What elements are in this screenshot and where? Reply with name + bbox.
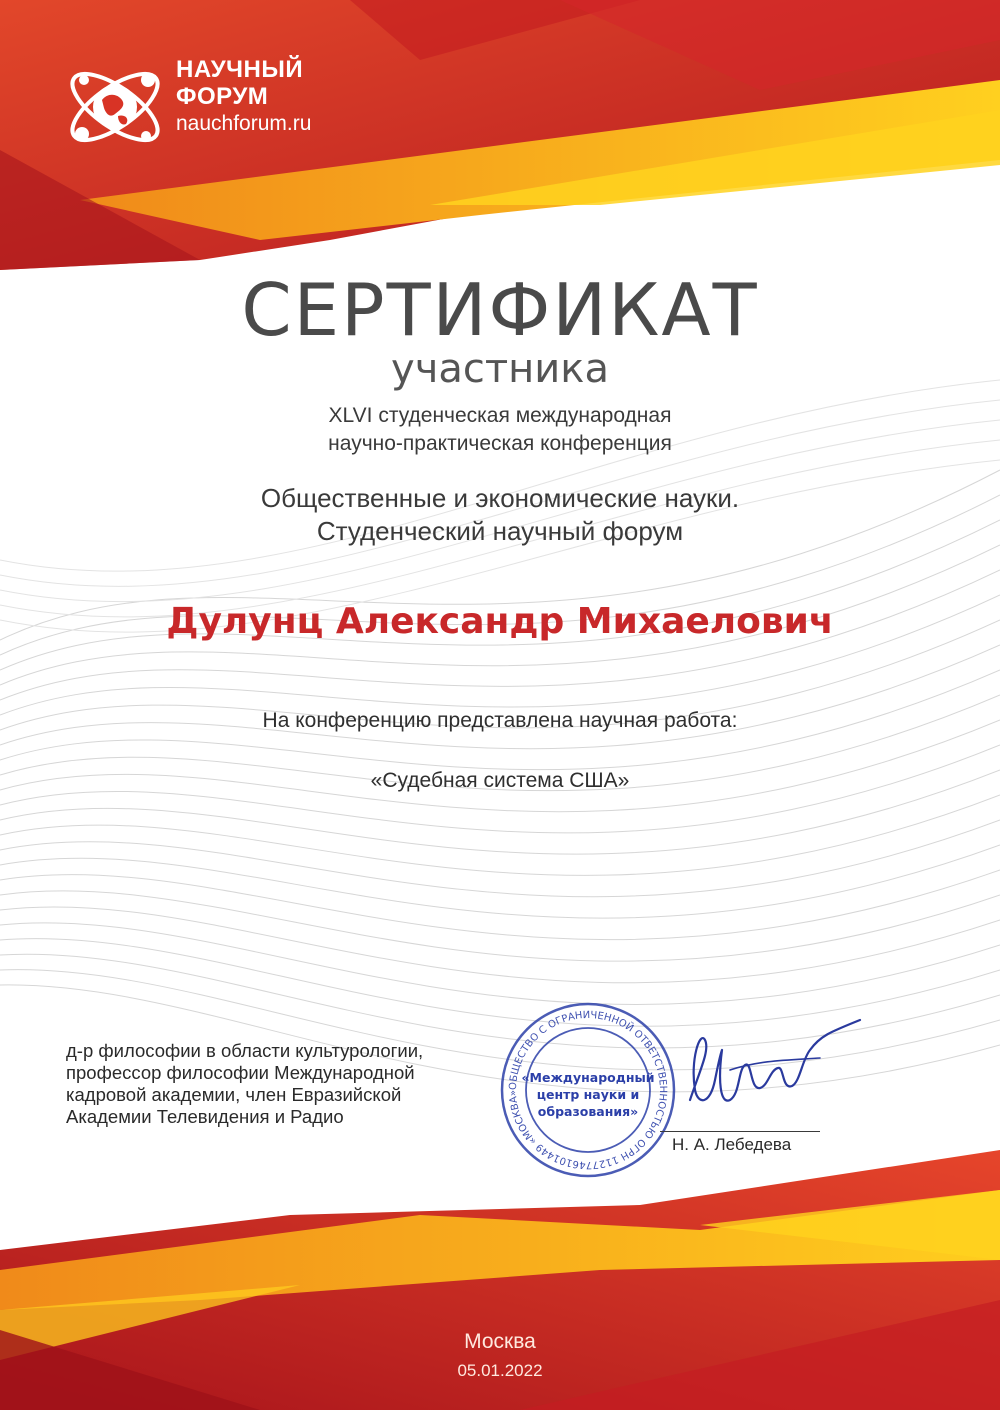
participant-name: Дулунц Александр Михаелович [166, 601, 834, 642]
signer-title-line4: Академии Телевидения и Радио [66, 1106, 344, 1127]
conference-name [0, 402, 1000, 458]
footer-city: Москва [464, 1330, 536, 1353]
atom-globe-icon [60, 52, 170, 162]
conference-line1: XLVI студенческая международная [328, 404, 672, 427]
official-stamp [498, 1000, 678, 1180]
signer-title-line2: профессор философии Международной [66, 1062, 415, 1083]
signer-title-line1: д-р философии в области культурологии, [66, 1040, 424, 1061]
logo-title-line1: НАУЧНЫЙ [176, 56, 304, 83]
signature-line [660, 1131, 820, 1132]
signer-title-line3: кадровой академии, член Евразийской [66, 1084, 402, 1105]
stamp-line3: образования» [537, 1104, 639, 1119]
section-line1: Общественные и экономические науки. [260, 483, 740, 513]
stamp-line1: «Международный [521, 1070, 655, 1085]
svg-text:ОБЩЕСТВО С ОГРАНИЧЕННОЙ ОТВЕТС: ОБЩЕСТВО С ОГРАНИЧЕННОЙ ОТВЕТСТВЕННОСТЬЮ ОГРН 1127746101449 «МОСКВА» [507, 1009, 669, 1171]
conference-section [0, 482, 1000, 548]
stamp-line2: центр науки и [536, 1087, 640, 1102]
work-title: «Судебная система США» [370, 769, 630, 792]
footer-date: 05.01.2022 [457, 1361, 543, 1380]
signer-name: Н. А. Лебедева [672, 1135, 792, 1154]
signer-credentials [66, 1040, 506, 1128]
nauchforum-logo [60, 52, 360, 162]
conference-line2: научно-практическая конференция [328, 432, 672, 455]
section-line2: Студенческий научный форум [316, 516, 684, 546]
certificate-subtitle: участника [391, 346, 609, 392]
logo-title-line2: ФОРУМ [176, 83, 269, 110]
certificate-title: СЕРТИФИКАТ [241, 268, 759, 352]
handwritten-signature [670, 1010, 870, 1130]
logo-url: nauchforum.ru [176, 112, 312, 135]
work-label: На конференцию представлена научная работа: [262, 709, 738, 732]
